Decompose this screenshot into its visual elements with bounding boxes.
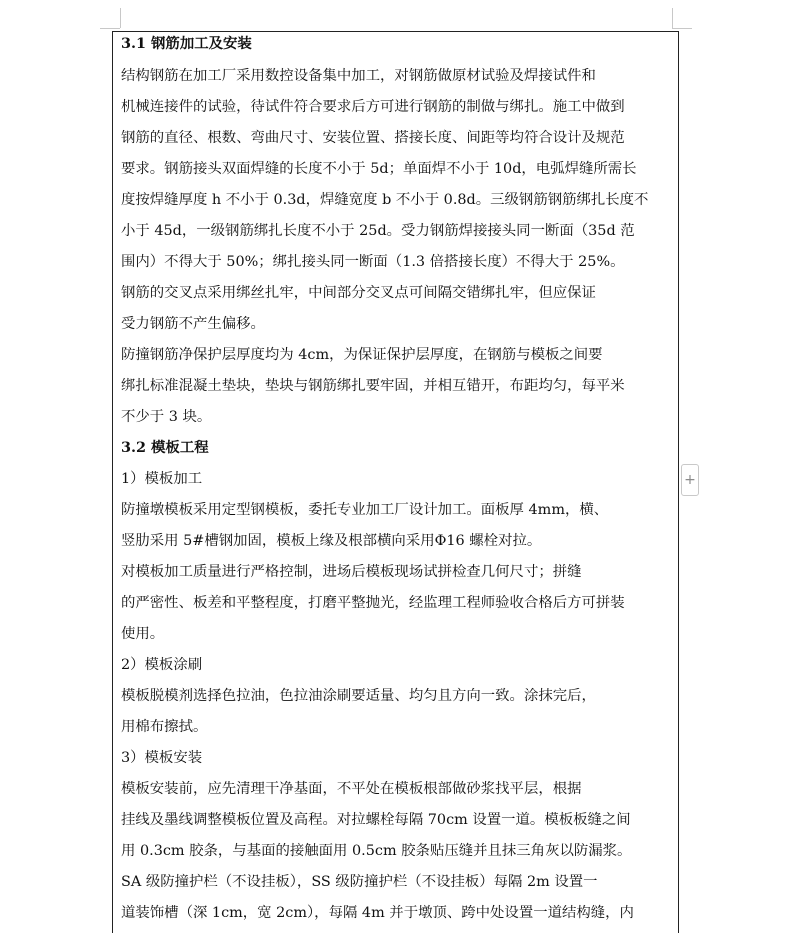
crop-mark-top-right — [672, 8, 673, 28]
text-line: 结构钢筋在加工厂采用数控设备集中加工，对钢筋做原材试验及焊接试件和 — [121, 68, 596, 84]
document-content-box — [112, 31, 679, 933]
text-line: 要求。钢筋接头双面焊缝的长度不小于 5d；单面焊不小于 10d，电弧焊缝所需长 — [121, 161, 637, 177]
text-line: 模板脱模剂选择色拉油，色拉油涂刷要适量、均匀且方向一致。涂抹完后， — [121, 688, 596, 704]
crop-mark-top-left — [120, 8, 121, 28]
section-heading: 3.1 钢筋加工及安装 — [121, 35, 252, 52]
text-line: 的严密性、板差和平整程度，打磨平整抛光，经监理工程师验收合格后方可拼装 — [121, 595, 625, 611]
text-line: 受力钢筋不产生偏移。 — [121, 316, 265, 332]
text-line: 1）模板加工 — [121, 471, 203, 487]
text-line: 用 0.3cm 胶条，与基面的接触面用 0.5cm 胶条贴压缝并且抹三角灰以防漏浆。 — [121, 843, 632, 859]
text-line: 度按焊缝厚度 h 不小于 0.3d，焊缝宽度 b 不小于 0.8d。三级钢筋钢筋绑扎长度不 — [121, 192, 649, 208]
text-line: 机械连接件的试验，待试件符合要求后方可进行钢筋的制做与绑扎。施工中做到 — [121, 99, 625, 115]
text-line: 绑扎标准混凝土垫块，垫块与钢筋绑扎要牢固，并相互错开，布距均匀，每平米 — [121, 378, 625, 394]
text-line: 防撞钢筋净保护层厚度均为 4cm，为保证保护层厚度，在钢筋与模板之间要 — [121, 347, 603, 363]
text-line: 防撞墩模板采用定型钢模板，委托专业加工厂设计加工。面板厚 4mm，横、 — [121, 502, 609, 518]
crop-mark-top-right-h — [672, 28, 692, 29]
add-button[interactable] — [681, 464, 699, 496]
text-line: 不少于 3 块。 — [121, 409, 212, 425]
text-line: 围内）不得大于 50%；绑扎接头同一断面（1.3 倍搭接长度）不得大于 25%。 — [121, 254, 625, 270]
text-line: 挂线及墨线调整模板位置及高程。对拉螺栓每隔 70cm 设置一道。模板板缝之间 — [121, 812, 631, 828]
text-line: 道装饰槽（深 1cm，宽 2cm），每隔 4m 并于墩顶、跨中处设置一道结构缝，内 — [121, 905, 634, 921]
text-line: 3）模板安装 — [121, 750, 203, 766]
text-line: 小于 45d，一级钢筋绑扎长度不小于 25d。受力钢筋焊接接头同一断面（35d 范 — [121, 223, 635, 239]
plus-icon: + — [684, 472, 696, 488]
text-line: SA 级防撞护栏（不设挂板），SS 级防撞护栏（不设挂板）每隔 2m 设置一 — [121, 874, 598, 890]
crop-mark-top-left-h — [100, 28, 120, 29]
text-line: 模板安装前，应先清理干净基面，不平处在模板根部做砂浆找平层，根据 — [121, 781, 582, 797]
text-line: 竖肋采用 5#槽钢加固，模板上缘及根部横向采用Φ16 螺栓对拉。 — [121, 533, 542, 549]
text-line: 使用。 — [121, 626, 165, 642]
text-line: 钢筋的直径、根数、弯曲尺寸、安装位置、搭接长度、间距等均符合设计及规范 — [121, 130, 625, 146]
text-line: 2）模板涂刷 — [121, 657, 203, 673]
text-line: 钢筋的交叉点采用绑丝扎牢，中间部分交叉点可间隔交错绑扎牢，但应保证 — [121, 285, 596, 301]
section-heading: 3.2 模板工程 — [121, 439, 209, 456]
text-line: 用棉布擦拭。 — [121, 719, 208, 735]
text-line: 对模板加工质量进行严格控制，进场后模板现场试拼检查几何尺寸；拼缝 — [121, 564, 582, 580]
